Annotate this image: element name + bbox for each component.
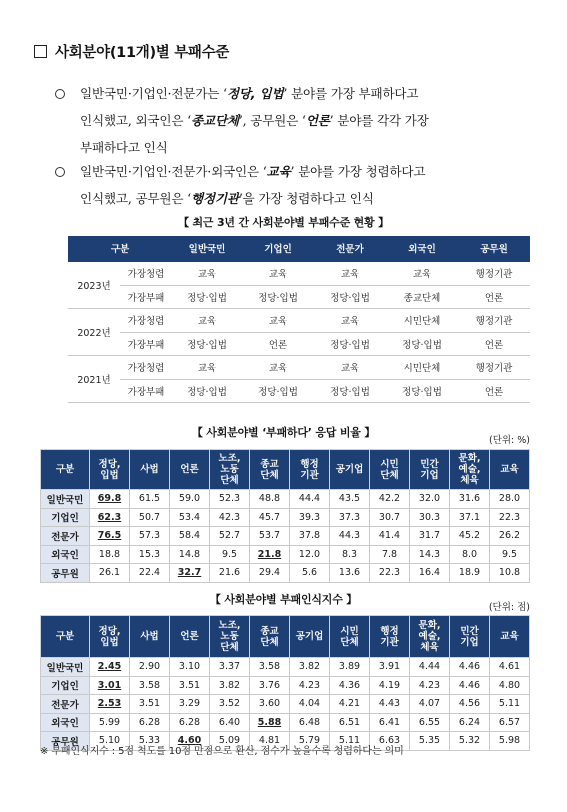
table-cell: 3.76 bbox=[250, 676, 290, 695]
table-cell: 교육 bbox=[314, 356, 386, 380]
table-cell: 6.40 bbox=[210, 713, 250, 732]
table-cell: 시민단체 bbox=[386, 356, 458, 380]
table-cell: 3.51 bbox=[130, 695, 170, 714]
table-cell: 5.35 bbox=[410, 732, 450, 751]
header-cell: 민간 기업 bbox=[410, 450, 450, 490]
table-cell: 정당·입법 bbox=[242, 285, 314, 309]
table-cell: 5.32 bbox=[450, 732, 490, 751]
header-cell: 공기업 bbox=[290, 616, 330, 658]
footnote: ※ 부패인식지수 : 5점 척도를 10점 만점으로 환산, 점수가 높을수록 청렴하다는 의미 bbox=[40, 746, 404, 757]
header-cell: 외국인 bbox=[386, 237, 458, 262]
table-cell: 교육 bbox=[172, 262, 242, 286]
table-cell: 57.3 bbox=[130, 527, 170, 546]
highlighted-cell: 2.53 bbox=[90, 695, 130, 714]
table-cell: 3.91 bbox=[370, 658, 410, 677]
table-cell: 10.8 bbox=[490, 564, 530, 583]
header-cell: 교육 bbox=[490, 450, 530, 490]
table-cell: 22.3 bbox=[370, 564, 410, 583]
table-cell: 6.55 bbox=[410, 713, 450, 732]
table-cell: 5.11 bbox=[490, 695, 530, 714]
table-cell: 6.51 bbox=[330, 713, 370, 732]
table-cell: 22.4 bbox=[130, 564, 170, 583]
table-cell: 종교단체 bbox=[386, 285, 458, 309]
table-cell: 교육 bbox=[242, 309, 314, 333]
row-label-cell: 외국인 bbox=[41, 713, 90, 732]
table-cell: 9.5 bbox=[210, 545, 250, 564]
table-cell: 4.04 bbox=[290, 695, 330, 714]
table2-unit: (단위: %) bbox=[488, 435, 530, 446]
row-label-cell: 공무원 bbox=[41, 732, 90, 751]
header-cell: 공무원 bbox=[458, 237, 530, 262]
row-label-cell: 가장부패 bbox=[120, 379, 172, 403]
section-heading-text: 사회분야(11개)별 부패수준 bbox=[55, 45, 230, 61]
table-cell: 39.3 bbox=[290, 508, 330, 527]
header-cell: 사법 bbox=[130, 616, 170, 658]
highlighted-cell: 21.8 bbox=[250, 545, 290, 564]
table-cell: 4.46 bbox=[450, 676, 490, 695]
row-label-cell: 기업인 bbox=[41, 508, 90, 527]
header-cell: 시민 단체 bbox=[330, 616, 370, 658]
table-cell: 37.3 bbox=[330, 508, 370, 527]
header-cell: 구분 bbox=[41, 450, 90, 490]
table-cell: 45.2 bbox=[450, 527, 490, 546]
table-cell: 42.3 bbox=[210, 508, 250, 527]
table-cell: 교육 bbox=[386, 262, 458, 286]
table-cell: 4.80 bbox=[490, 676, 530, 695]
table-cell: 교육 bbox=[242, 262, 314, 286]
table-cell: 18.9 bbox=[450, 564, 490, 583]
table-row bbox=[41, 508, 530, 527]
table-cell: 정당·입법 bbox=[314, 332, 386, 356]
table3-caption: 【 사회분야별 부패인식지수 】 bbox=[209, 593, 358, 606]
table-cell: 52.7 bbox=[210, 527, 250, 546]
table-row bbox=[68, 356, 530, 380]
table-cell: 6.57 bbox=[490, 713, 530, 732]
table-cell: 정당·입법 bbox=[172, 285, 242, 309]
table-cell: 14.3 bbox=[410, 545, 450, 564]
table-cell: 정당·입법 bbox=[386, 332, 458, 356]
table-cell: 4.07 bbox=[410, 695, 450, 714]
header-cell: 공기업 bbox=[330, 450, 370, 490]
table-cell: 언론 bbox=[458, 379, 530, 403]
header-cell: 구분 bbox=[68, 237, 172, 262]
table-cell: 5.6 bbox=[290, 564, 330, 583]
row-label-cell: 기업인 bbox=[41, 676, 90, 695]
table-cell: 3.58 bbox=[250, 658, 290, 677]
table-cell: 6.41 bbox=[370, 713, 410, 732]
table-cell: 3.82 bbox=[290, 658, 330, 677]
table-cell: 21.6 bbox=[210, 564, 250, 583]
table-cell: 4.44 bbox=[410, 658, 450, 677]
table-cell: 30.3 bbox=[410, 508, 450, 527]
header-cell: 노조, 노동 단체 bbox=[210, 450, 250, 490]
table-cell: 29.4 bbox=[250, 564, 290, 583]
table-cell: 행정기관 bbox=[458, 309, 530, 333]
header-cell: 언론 bbox=[170, 616, 210, 658]
table-cell: 교육 bbox=[314, 309, 386, 333]
corruption-level-table bbox=[68, 236, 530, 403]
table-cell: 31.7 bbox=[410, 527, 450, 546]
table-cell: 정당·입법 bbox=[314, 379, 386, 403]
table-row bbox=[41, 713, 530, 732]
header-cell: 언론 bbox=[170, 450, 210, 490]
table-cell: 시민단체 bbox=[386, 309, 458, 333]
table-cell: 30.7 bbox=[370, 508, 410, 527]
table-cell: 45.7 bbox=[250, 508, 290, 527]
bullet-clean-line-1: 일반국민·기업인·전문가·외국인은 ‘교육’ 분야를 가장 청렴하다고 bbox=[80, 164, 426, 179]
section-heading bbox=[34, 41, 229, 62]
table-row bbox=[68, 262, 530, 286]
table3-unit: (단위: 점) bbox=[488, 602, 530, 613]
table-cell: 6.48 bbox=[290, 713, 330, 732]
row-label-cell: 전문가 bbox=[41, 527, 90, 546]
header-cell: 전문가 bbox=[314, 237, 386, 262]
table-cell: 3.89 bbox=[330, 658, 370, 677]
circle-bullet-icon bbox=[55, 167, 65, 177]
highlighted-cell: 69.8 bbox=[90, 490, 130, 509]
table-cell: 13.6 bbox=[330, 564, 370, 583]
table-cell: 9.5 bbox=[490, 545, 530, 564]
table-cell: 4.23 bbox=[410, 676, 450, 695]
header-cell: 노조, 노동 단체 bbox=[210, 616, 250, 658]
table-cell: 43.5 bbox=[330, 490, 370, 509]
row-label-cell: 일반국민 bbox=[41, 658, 90, 677]
table-cell: 3.10 bbox=[170, 658, 210, 677]
table-cell: 8.0 bbox=[450, 545, 490, 564]
table-row bbox=[41, 695, 530, 714]
table-cell: 정당·입법 bbox=[172, 332, 242, 356]
table-cell: 교육 bbox=[172, 356, 242, 380]
table-cell: 52.3 bbox=[210, 490, 250, 509]
table-cell: 5.79 bbox=[290, 732, 330, 751]
table-cell: 16.4 bbox=[410, 564, 450, 583]
table-cell: 61.5 bbox=[130, 490, 170, 509]
table-cell: 4.61 bbox=[490, 658, 530, 677]
table-cell: 4.23 bbox=[290, 676, 330, 695]
table-cell: 58.4 bbox=[170, 527, 210, 546]
table-cell: 41.4 bbox=[370, 527, 410, 546]
header-cell: 종교 단체 bbox=[250, 616, 290, 658]
table-cell: 26.1 bbox=[90, 564, 130, 583]
table-cell: 정당·입법 bbox=[172, 379, 242, 403]
table-cell: 6.28 bbox=[130, 713, 170, 732]
table-cell: 5.10 bbox=[90, 732, 130, 751]
table-cell: 정당·입법 bbox=[314, 285, 386, 309]
table-cell: 37.1 bbox=[450, 508, 490, 527]
checkbox-square-icon bbox=[34, 45, 47, 58]
table-row bbox=[68, 379, 530, 403]
table-cell: 42.2 bbox=[370, 490, 410, 509]
year-cell: 2022년 bbox=[68, 309, 120, 356]
year-cell: 2023년 bbox=[68, 262, 120, 309]
header-cell: 구분 bbox=[41, 616, 90, 658]
highlighted-cell: 5.88 bbox=[250, 713, 290, 732]
highlighted-cell: 32.7 bbox=[170, 564, 210, 583]
table-cell: 3.37 bbox=[210, 658, 250, 677]
table-row bbox=[41, 490, 530, 509]
year-cell: 2021년 bbox=[68, 356, 120, 403]
table-cell: 6.28 bbox=[170, 713, 210, 732]
row-label-cell: 전문가 bbox=[41, 695, 90, 714]
table-cell: 7.8 bbox=[370, 545, 410, 564]
row-label-cell: 공무원 bbox=[41, 564, 90, 583]
row-label-cell: 가장부패 bbox=[120, 332, 172, 356]
table-cell: 3.52 bbox=[210, 695, 250, 714]
header-cell: 교육 bbox=[490, 616, 530, 658]
table-cell: 4.43 bbox=[370, 695, 410, 714]
table-cell: 14.8 bbox=[170, 545, 210, 564]
table-cell: 8.3 bbox=[330, 545, 370, 564]
header-cell: 정당, 입법 bbox=[90, 450, 130, 490]
row-label-cell: 가장청렴 bbox=[120, 356, 172, 380]
table-cell: 5.98 bbox=[490, 732, 530, 751]
table-cell: 3.58 bbox=[130, 676, 170, 695]
table-cell: 4.56 bbox=[450, 695, 490, 714]
table-row bbox=[41, 545, 530, 564]
table-cell: 44.3 bbox=[330, 527, 370, 546]
table-cell: 교육 bbox=[172, 309, 242, 333]
bullet-clean-line-2: 인식했고, 공무원은 ‘행정기관’을 가장 청렴하다고 인식 bbox=[80, 191, 374, 206]
table-cell: 2.90 bbox=[130, 658, 170, 677]
table-cell: 22.3 bbox=[490, 508, 530, 527]
table-cell: 5.09 bbox=[210, 732, 250, 751]
table-cell: 32.0 bbox=[410, 490, 450, 509]
table-cell: 26.2 bbox=[490, 527, 530, 546]
table-cell: 4.81 bbox=[250, 732, 290, 751]
table-row bbox=[41, 564, 530, 583]
header-cell: 문화, 예술, 체육 bbox=[410, 616, 450, 658]
table-cell: 언론 bbox=[458, 285, 530, 309]
table-cell: 언론 bbox=[242, 332, 314, 356]
table-cell: 3.51 bbox=[170, 676, 210, 695]
highlighted-cell: 62.3 bbox=[90, 508, 130, 527]
table2-caption: 【 사회분야별 ‘부패하다’ 응답 비율 】 bbox=[191, 426, 376, 439]
header-cell: 문화, 예술, 체육 bbox=[450, 450, 490, 490]
table-cell: 12.0 bbox=[290, 545, 330, 564]
row-label-cell: 가장청렴 bbox=[120, 262, 172, 286]
table-row bbox=[41, 676, 530, 695]
table-row bbox=[41, 527, 530, 546]
table1-caption: 【 최근 3년 간 사회분야별 부패수준 현황 】 bbox=[178, 216, 389, 229]
header-cell: 사법 bbox=[130, 450, 170, 490]
table-cell: 5.33 bbox=[130, 732, 170, 751]
table-cell: 6.63 bbox=[370, 732, 410, 751]
bullet-clean bbox=[60, 158, 530, 212]
table-cell: 5.11 bbox=[330, 732, 370, 751]
row-label-cell: 가장청렴 bbox=[120, 309, 172, 333]
table-cell: 59.0 bbox=[170, 490, 210, 509]
table-cell: 15.3 bbox=[130, 545, 170, 564]
table-cell: 4.36 bbox=[330, 676, 370, 695]
header-cell: 정당, 입법 bbox=[90, 616, 130, 658]
table-cell: 5.99 bbox=[90, 713, 130, 732]
row-label-cell: 가장부패 bbox=[120, 285, 172, 309]
highlighted-cell: 4.60 bbox=[170, 732, 210, 751]
corrupt-response-rate-table bbox=[40, 449, 530, 583]
table-cell: 4.21 bbox=[330, 695, 370, 714]
table-cell: 정당·입법 bbox=[242, 379, 314, 403]
table-cell: 28.0 bbox=[490, 490, 530, 509]
header-cell: 민간 기업 bbox=[450, 616, 490, 658]
bullet-corrupt bbox=[60, 80, 530, 161]
header-cell: 종교 단체 bbox=[250, 450, 290, 490]
table-row bbox=[41, 658, 530, 677]
row-label-cell: 일반국민 bbox=[41, 490, 90, 509]
table-cell: 교육 bbox=[242, 356, 314, 380]
table-cell: 18.8 bbox=[90, 545, 130, 564]
bullet-corrupt-line-1: 일반국민·기업인·전문가는 ‘정당, 입법’ 분야를 가장 부패하다고 bbox=[80, 86, 419, 101]
row-label-cell: 외국인 bbox=[41, 545, 90, 564]
table-cell: 31.6 bbox=[450, 490, 490, 509]
bullet-corrupt-line-3: 부패하다고 인식 bbox=[80, 140, 168, 155]
highlighted-cell: 2.45 bbox=[90, 658, 130, 677]
table-cell: 53.4 bbox=[170, 508, 210, 527]
highlighted-cell: 3.01 bbox=[90, 676, 130, 695]
table-cell: 행정기관 bbox=[458, 356, 530, 380]
table-cell: 교육 bbox=[314, 262, 386, 286]
table-cell: 6.24 bbox=[450, 713, 490, 732]
corruption-perception-index-table bbox=[40, 615, 530, 751]
table-cell: 정당·입법 bbox=[386, 379, 458, 403]
header-cell: 시민 단체 bbox=[370, 450, 410, 490]
table-cell: 4.19 bbox=[370, 676, 410, 695]
table-cell: 44.4 bbox=[290, 490, 330, 509]
table-cell: 37.8 bbox=[290, 527, 330, 546]
table-cell: 53.7 bbox=[250, 527, 290, 546]
table-cell: 3.60 bbox=[250, 695, 290, 714]
header-cell: 행정 기관 bbox=[290, 450, 330, 490]
table-cell: 행정기관 bbox=[458, 262, 530, 286]
table-row bbox=[68, 332, 530, 356]
table-cell: 3.82 bbox=[210, 676, 250, 695]
bullet-corrupt-line-2: 인식했고, 외국인은 ‘종교단체’, 공무원은 ‘언론’ 분야를 각각 가장 bbox=[80, 113, 429, 128]
header-cell: 행정 기관 bbox=[370, 616, 410, 658]
table-row bbox=[68, 309, 530, 333]
table-cell: 4.46 bbox=[450, 658, 490, 677]
table-row bbox=[68, 285, 530, 309]
highlighted-cell: 76.5 bbox=[90, 527, 130, 546]
table-cell: 3.29 bbox=[170, 695, 210, 714]
table-cell: 48.8 bbox=[250, 490, 290, 509]
table-cell: 언론 bbox=[458, 332, 530, 356]
circle-bullet-icon bbox=[55, 89, 65, 99]
table-cell: 50.7 bbox=[130, 508, 170, 527]
header-cell: 일반국민 bbox=[172, 237, 242, 262]
header-cell: 기업인 bbox=[242, 237, 314, 262]
